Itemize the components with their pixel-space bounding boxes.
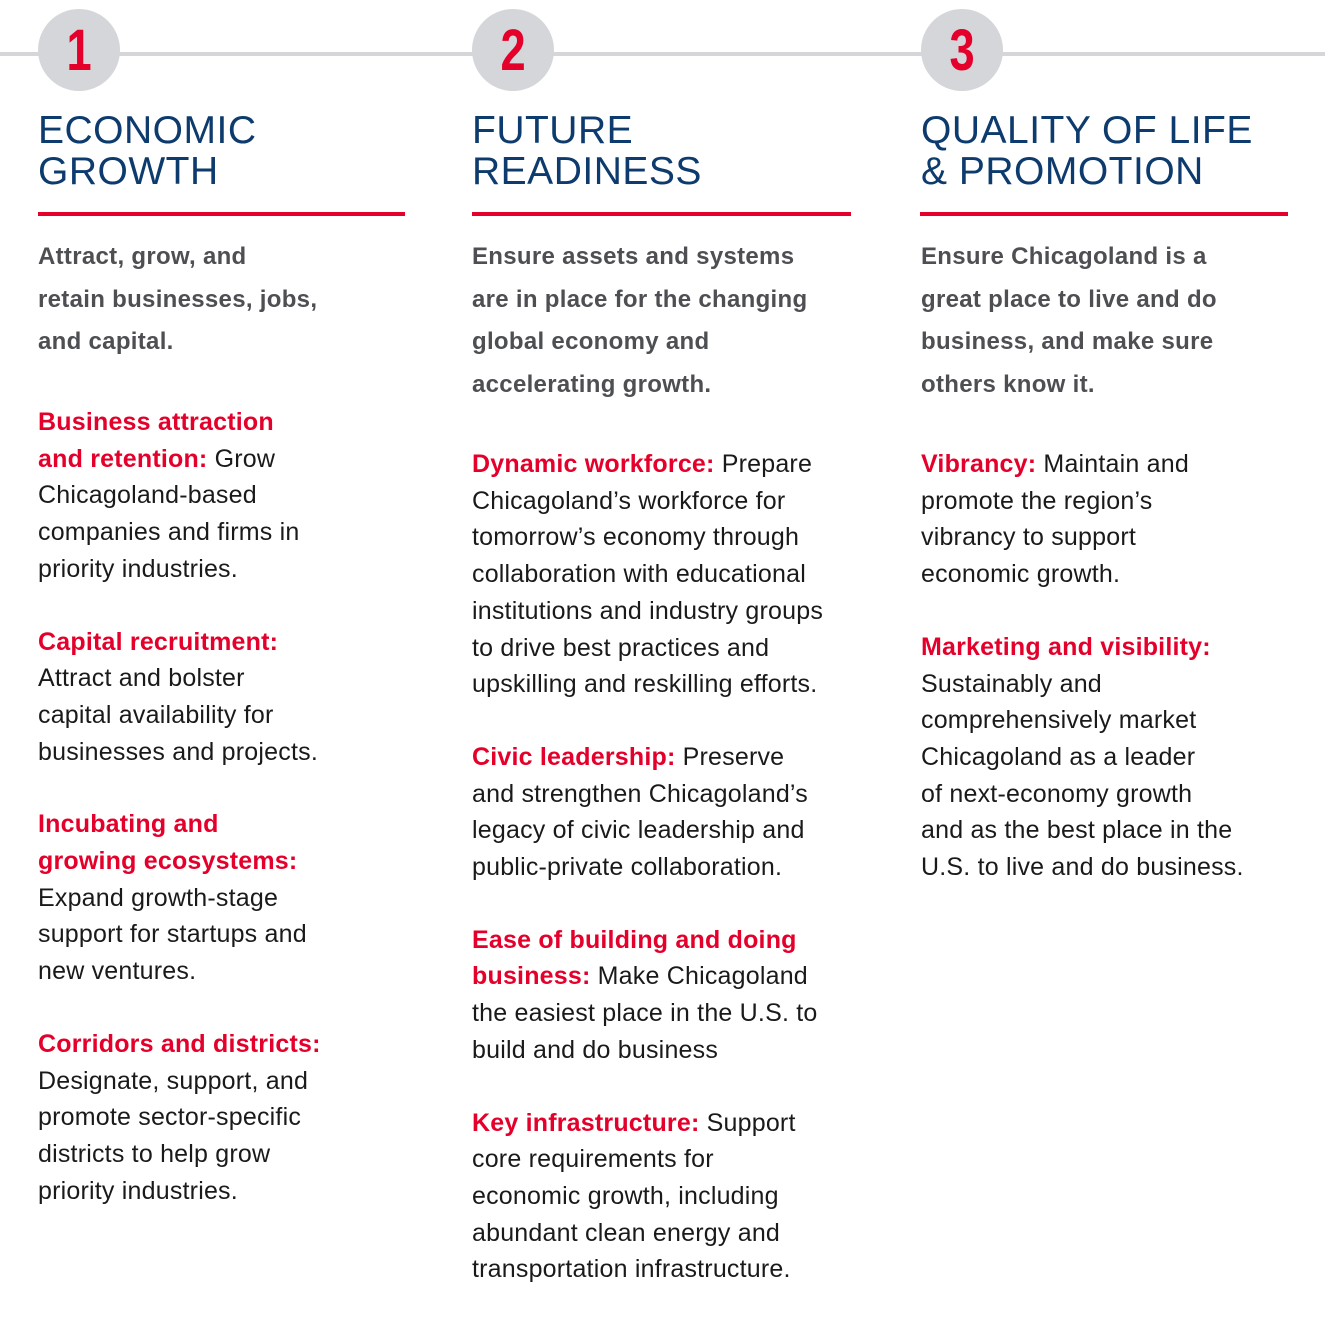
priority-item-dynamic-workforce [472, 446, 823, 703]
item-text: comprehensively market [921, 706, 1197, 735]
item-text: Make Chicagoland [590, 962, 808, 991]
item-text: Grow [207, 444, 276, 473]
heading-line: & PROMOTION [921, 150, 1204, 193]
item-text: U.S. to live and do business. [921, 853, 1244, 882]
item-text: upskilling and reskilling efforts. [472, 670, 818, 699]
intro-line: great place to live and do [921, 285, 1217, 313]
intro-line: others know it. [921, 371, 1095, 399]
item-text: Attract and bolster [38, 664, 245, 693]
item-label: and retention: [38, 444, 208, 473]
intro-line: and capital. [38, 328, 174, 356]
heading-line: QUALITY OF LIFE [921, 109, 1253, 152]
item-text: Designate, support, and [38, 1066, 309, 1095]
item-text: companies and firms in [38, 518, 300, 547]
priority-item-civic-leadership [472, 739, 823, 886]
heading-rule [472, 212, 851, 216]
priority-item-ease-of-business [472, 922, 823, 1069]
number-badge [921, 9, 1003, 91]
intro-line: global economy and [472, 328, 710, 356]
top-divider-line [0, 52, 1325, 56]
item-text: tomorrow’s economy through [472, 523, 800, 552]
item-label: Corridors and districts: [38, 1029, 321, 1058]
item-text: businesses and projects. [38, 737, 318, 766]
number-badge [38, 9, 120, 91]
intro-line: retain businesses, jobs, [38, 285, 318, 313]
item-label: Incubating and [38, 810, 219, 839]
item-text: build and do business [472, 1035, 719, 1064]
item-text: legacy of civic leadership and [472, 816, 805, 845]
item-text: promote sector-specific [38, 1103, 302, 1132]
item-label: business: [472, 962, 591, 991]
item-text: Expand growth-stage [38, 883, 279, 912]
item-text: Support [699, 1108, 796, 1137]
heading-line: FUTURE [472, 109, 634, 152]
item-label: growing ecosystems: [38, 847, 298, 876]
column-heading [472, 110, 702, 192]
number-label: 3 [949, 18, 975, 83]
item-label: Business attraction [38, 408, 274, 436]
item-text: Chicagoland’s workforce for [472, 486, 786, 515]
intro-line: Attract, grow, and [38, 243, 247, 270]
item-label: Ease of building and doing [472, 925, 797, 954]
column-heading [38, 110, 257, 192]
item-text: to drive best practices and [472, 633, 770, 662]
item-text: the easiest place in the U.S. to [472, 999, 818, 1028]
item-text: economic growth, including [472, 1181, 779, 1210]
priority-item-vibrancy [921, 446, 1244, 593]
item-text: support for startups and [38, 920, 307, 949]
item-text: economic growth. [921, 560, 1121, 589]
item-text: capital availability for [38, 700, 274, 729]
item-text: of next-economy growth [921, 779, 1193, 808]
number-label: 2 [500, 18, 526, 83]
priority-list [472, 446, 823, 1324]
item-text: districts to help grow [38, 1139, 271, 1168]
heading-rule [38, 212, 405, 216]
item-text: Preserve [675, 742, 785, 771]
priority-list [38, 404, 321, 1245]
heading-line: ECONOMIC [38, 109, 257, 152]
heading-rule [920, 212, 1288, 216]
item-label: Vibrancy: [921, 450, 1037, 478]
priority-item-marketing-visibility [921, 629, 1244, 886]
column-intro [38, 236, 317, 364]
item-text: collaboration with educational [472, 560, 806, 589]
priority-item-corridors-districts [38, 1026, 321, 1210]
item-text: and strengthen Chicagoland’s [472, 779, 808, 808]
item-text: transportation infrastructure. [472, 1255, 791, 1284]
item-text: promote the region’s [921, 486, 1153, 515]
intro-line: are in place for the changing [472, 285, 808, 313]
heading-line: READINESS [472, 150, 702, 193]
number-badge [472, 9, 554, 91]
column-intro [921, 236, 1217, 407]
intro-line: accelerating growth. [472, 371, 712, 399]
number-label: 1 [66, 18, 92, 83]
priority-item-key-infrastructure [472, 1105, 823, 1289]
item-text: priority industries. [38, 1176, 238, 1205]
item-text: Prepare [714, 450, 813, 478]
intro-line: Ensure assets and systems [472, 243, 795, 270]
item-text: institutions and industry groups [472, 596, 824, 625]
item-text: abundant clean energy and [472, 1218, 781, 1247]
item-text: Sustainably and [921, 669, 1102, 698]
priority-item-business-attraction [38, 404, 321, 588]
item-label: Civic leadership: [472, 742, 676, 771]
item-text: Chicagoland as a leader [921, 742, 1196, 771]
column-heading [921, 110, 1253, 192]
item-text: new ventures. [38, 957, 197, 986]
priority-item-incubating-ecosystems [38, 806, 321, 990]
item-text: and as the best place in the [921, 816, 1233, 845]
column-intro [472, 236, 807, 407]
intro-line: Ensure Chicagoland is a [921, 243, 1207, 270]
item-text: Chicagoland-based [38, 481, 257, 510]
priority-list [921, 446, 1244, 922]
item-text: public-private collaboration. [472, 853, 783, 882]
item-label: Marketing and visibility: [921, 632, 1211, 661]
item-label: Dynamic workforce: [472, 450, 715, 478]
item-text: core requirements for [472, 1145, 714, 1174]
priority-item-capital-recruitment [38, 624, 321, 771]
heading-line: GROWTH [38, 150, 219, 193]
intro-line: business, and make sure [921, 328, 1214, 356]
item-label: Key infrastructure: [472, 1108, 700, 1137]
item-label: Capital recruitment: [38, 627, 279, 656]
item-text: vibrancy to support [921, 523, 1137, 552]
item-text: priority industries. [38, 554, 238, 583]
item-text: Maintain and [1036, 450, 1189, 478]
